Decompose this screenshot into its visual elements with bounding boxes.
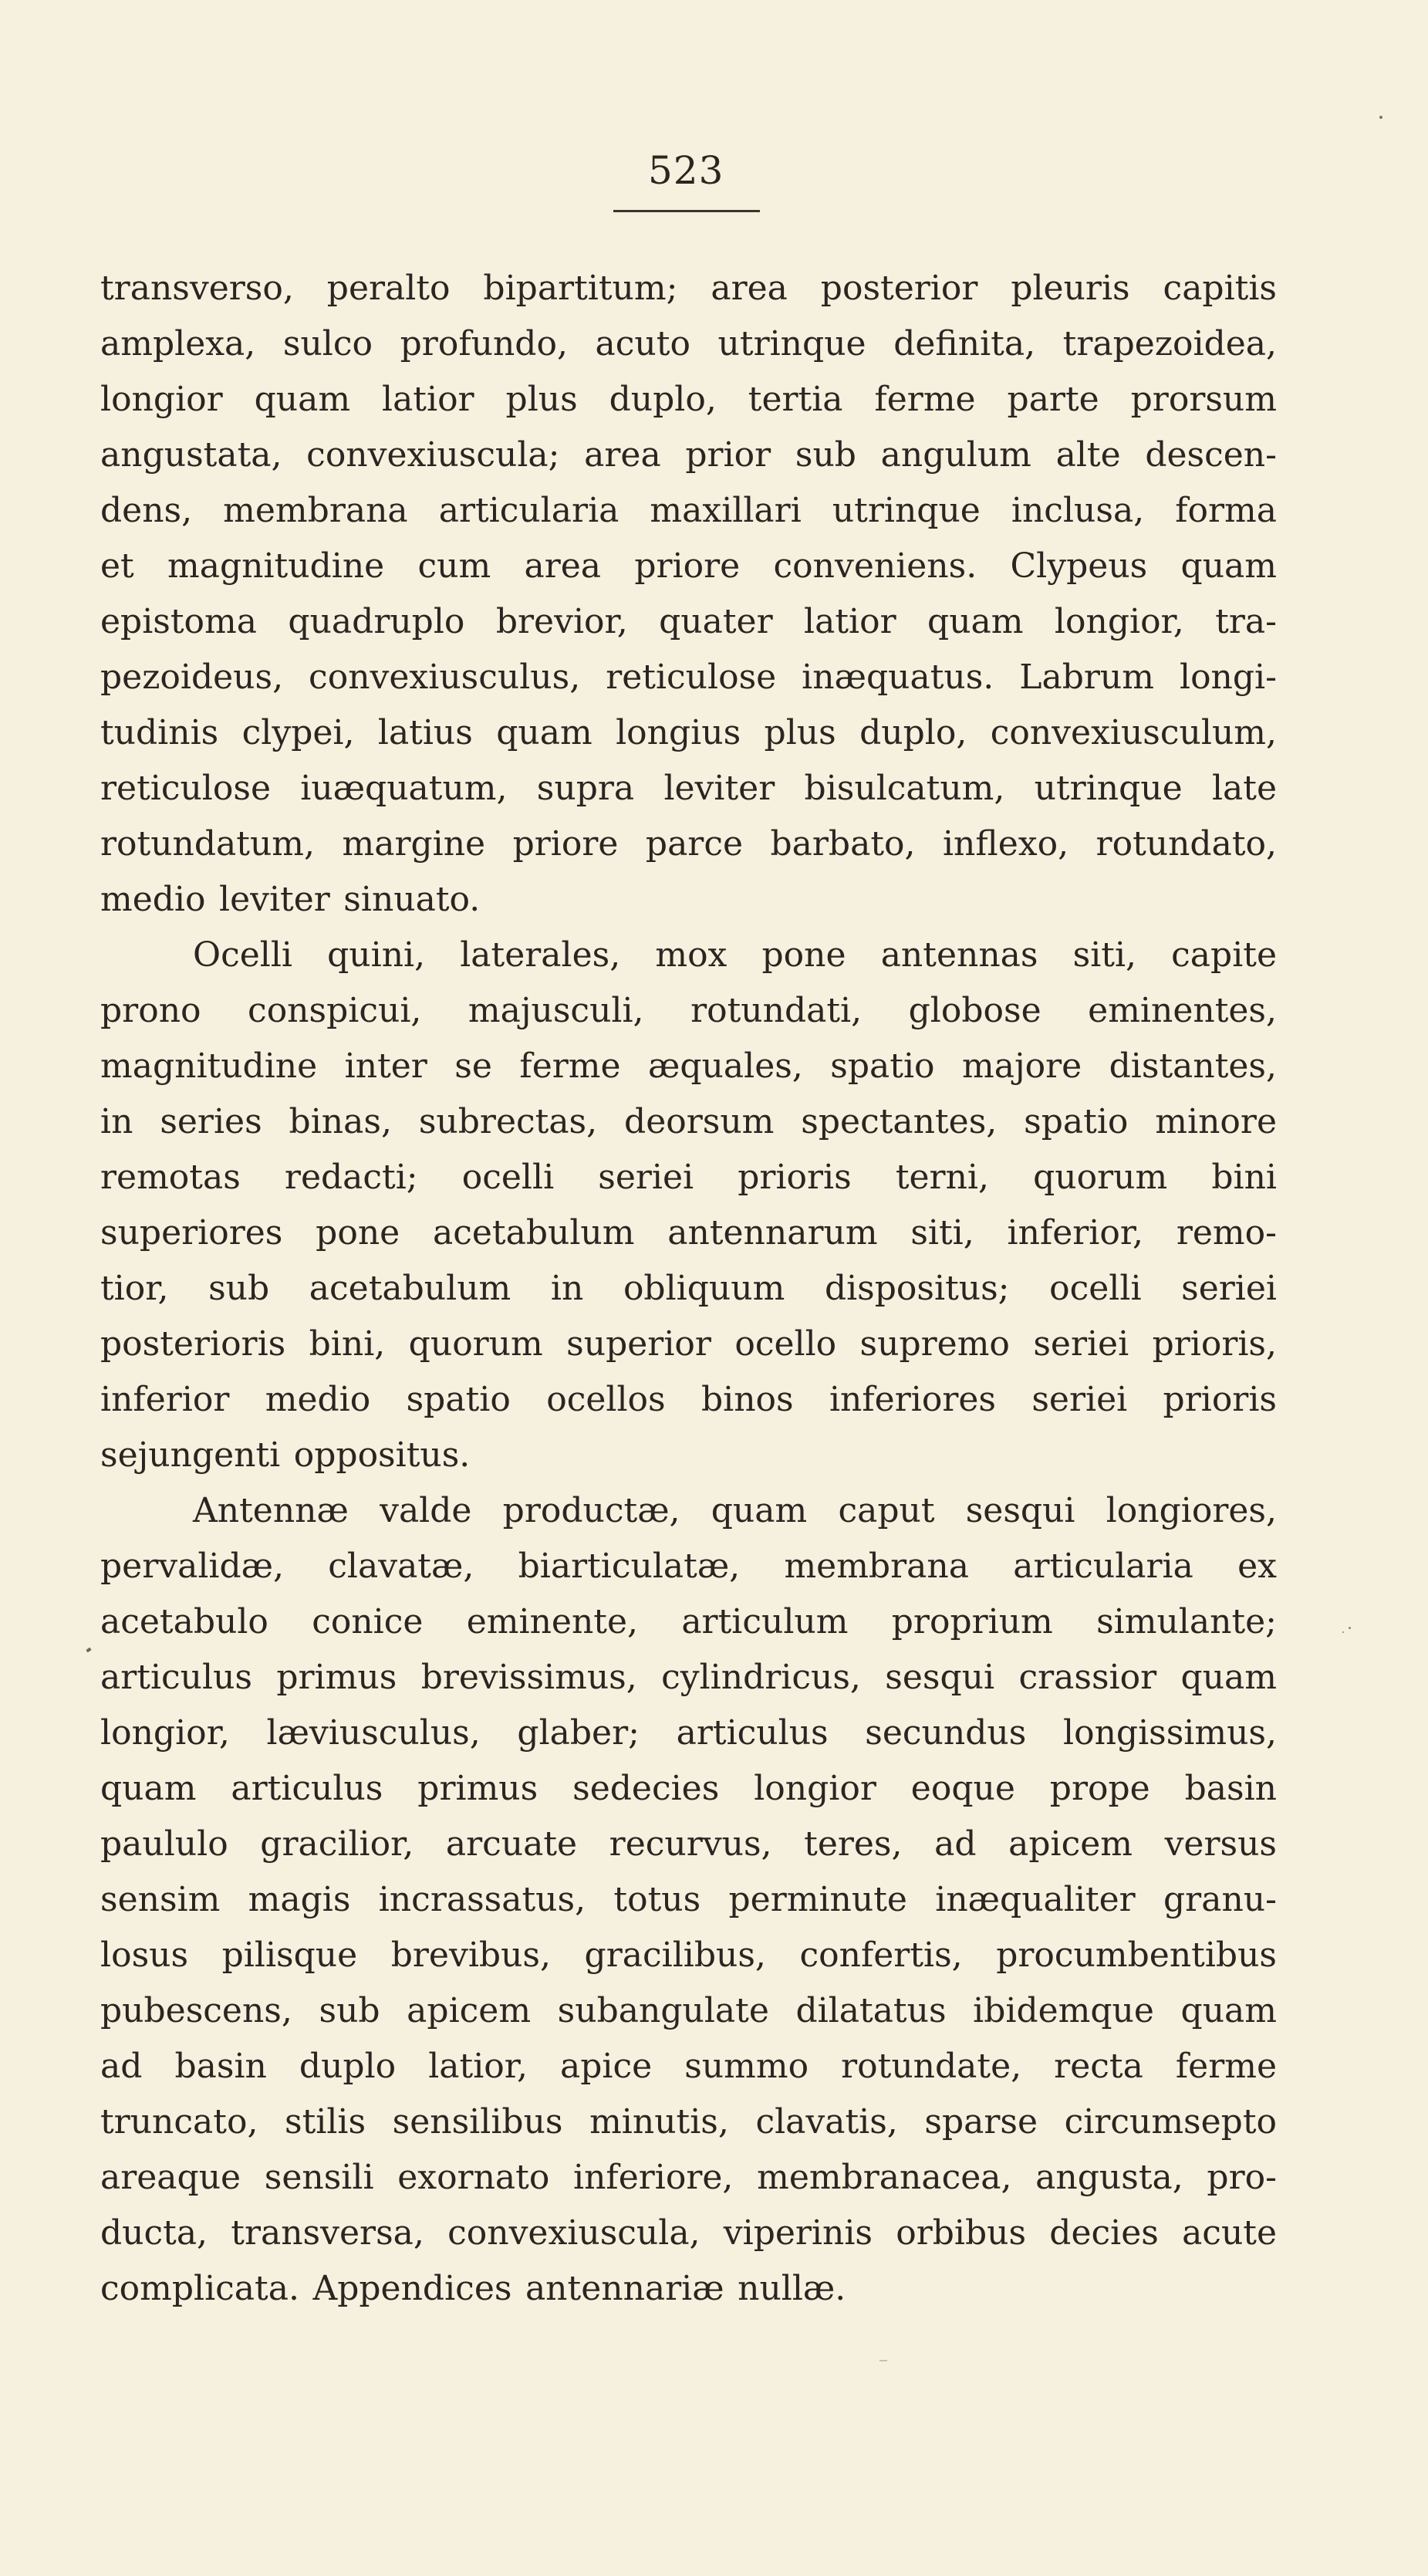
text-line: posterioris bini, quorum superior ocello supremo seriei prioris, — [100, 1324, 1277, 1364]
text-line: dens, membrana articularia maxillari utrinque inclusa, forma — [100, 491, 1277, 530]
text-line: prono conspicui, majusculi, rotundati, globose eminentes, — [100, 991, 1277, 1030]
text-line: areaque sensili exornato inferiore, membranacea, angusta, pro- — [100, 2158, 1277, 2197]
text-line: transverso, peralto bipartitum; area posterior pleuris capitis — [100, 269, 1277, 308]
text-line: reticulose iuæquatum, supra leviter bisulcatum, utrinque late — [100, 769, 1277, 808]
text-line: tudinis clypei, latius quam longius plus duplo, convexiusculum, — [100, 713, 1277, 752]
text-line: superiores pone acetabulum antennarum siti, inferior, remo- — [100, 1213, 1277, 1253]
text-line: Ocelli quini, laterales, mox pone antennas siti, capite — [193, 935, 1277, 975]
text-line: pezoideus, convexiusculus, reticulose inæquatus. Labrum longi- — [100, 658, 1277, 697]
text-line: longior quam latior plus duplo, tertia ferme parte prorsum — [100, 380, 1277, 419]
text-line: articulus primus brevissimus, cylindricus, sesqui crassior quam — [100, 1658, 1277, 1697]
text-line: ducta, transversa, convexiuscula, viperinis orbibus decies acute — [100, 2213, 1277, 2253]
text-line: pubescens, sub apicem subangulate dilatatus ibidemque quam — [100, 1991, 1277, 2030]
text-line: magnitudine inter se ferme æquales, spatio majore distantes, — [100, 1046, 1277, 1086]
text-line: truncato, stilis sensilibus minutis, clavatis, sparse circumsepto — [100, 2102, 1277, 2142]
text-line: et magnitudine cum area priore conveniens. Clypeus quam — [100, 546, 1277, 586]
text-line: pervalidæ, clavatæ, biarticulatæ, membrana articularia ex — [100, 1547, 1277, 1586]
text-line: sensim magis incrassatus, totus perminute inæqualiter granu- — [100, 1880, 1277, 1919]
text-line: longior, læviusculus, glaber; articulus secundus longissimus, — [100, 1713, 1277, 1753]
text-line: inferior medio spatio ocellos binos inferiores seriei prioris — [100, 1380, 1277, 1419]
text-line: tior, sub acetabulum in obliquum dispositus; ocelli seriei — [100, 1269, 1277, 1308]
text-line: amplexa, sulco profundo, acuto utrinque definita, trapezoidea, — [100, 324, 1277, 363]
text-line: Antennæ valde productæ, quam caput sesqui longiores, — [193, 1491, 1277, 1530]
text-line: losus pilisque brevibus, gracilibus, confertis, procumbentibus — [100, 1935, 1277, 1975]
text-line: paululo gracilior, arcuate recurvus, teres, ad apicem versus — [100, 1824, 1277, 1864]
text-line: angustata, convexiuscula; area prior sub angulum alte descen- — [100, 435, 1277, 475]
text-line: rotundatum, margine priore parce barbato, inflexo, rotundato, — [100, 824, 1277, 864]
page-number: 523 — [648, 148, 724, 193]
text-line: in series binas, subrectas, deorsum spectantes, spatio minore — [100, 1102, 1277, 1141]
text-line: epistoma quadruplo brevior, quater latior quam longior, tra- — [100, 602, 1277, 641]
text-line: quam articulus primus sedecies longior eoque prope basin — [100, 1769, 1277, 1808]
text-line: remotas redacti; ocelli seriei prioris terni, quorum bini — [100, 1158, 1277, 1197]
text-line: medio leviter sinuato. — [100, 880, 481, 919]
text-line: acetabulo conice eminente, articulum proprium simulante; — [100, 1602, 1277, 1641]
text-line: ad basin duplo latior, apice summo rotundate, recta ferme — [100, 2047, 1277, 2086]
text-line: sejungenti oppositus. — [100, 1435, 471, 1475]
text-line: complicata. Appendices antennariæ nullæ. — [100, 2269, 846, 2308]
